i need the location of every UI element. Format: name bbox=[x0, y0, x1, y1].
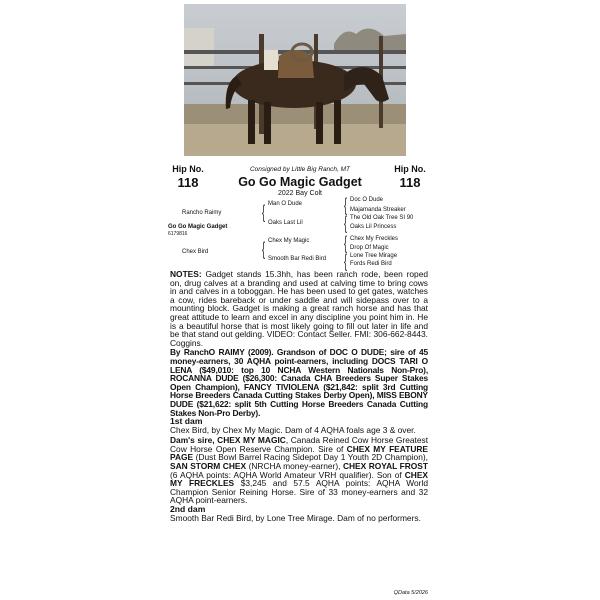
pedigree-brace: { bbox=[344, 251, 348, 271]
dams-sire-text: (Dust Bowl Barrel Racing Sidepot Day 1 Youth 2D Champion), bbox=[193, 452, 428, 463]
pedigree-dd-sire: Lone Tree Mirage bbox=[350, 253, 398, 259]
notes-paragraph bbox=[170, 270, 428, 347]
dams-sire-sire: CHEX MY FRECKLES bbox=[170, 469, 428, 489]
dams-sire-text: , Canada Reined Cow Horse Greatest Cow Horse Open Reserve Champion. Sire of bbox=[170, 435, 429, 454]
pedigree-sire: Rancho Raimy bbox=[182, 210, 222, 216]
catalog-text bbox=[170, 270, 428, 522]
dams-sire-text: (NRCHA money-earner), bbox=[246, 461, 343, 472]
pedigree-ds-dam: Drop Of Magic bbox=[350, 245, 389, 251]
pedigree-brace: { bbox=[262, 202, 266, 222]
horse-name: Go Go Magic Gadget bbox=[238, 175, 362, 189]
dams-sire-paragraph bbox=[170, 436, 428, 505]
pedigree-dam-sire: Chex My Magic bbox=[268, 238, 310, 244]
pedigree-brace: { bbox=[344, 213, 348, 233]
hip-number-right bbox=[390, 164, 430, 190]
foaling-info: 2022 Bay Colt bbox=[278, 190, 322, 197]
catalog-page bbox=[168, 0, 432, 600]
horse-photo bbox=[184, 4, 406, 156]
hip-number: 118 bbox=[177, 175, 199, 190]
pedigree-dam-dam: Smooth Bar Redi Bird bbox=[268, 256, 327, 262]
dams-sire-name: CHEX MY MAGIC bbox=[217, 435, 286, 446]
sire-paragraph: By RanchO RAIMY (2009). Grandson of DOC O DUDE; sire of 45 money-earners, 30 AQHA point-earners, including DOCS TARI O LENA ($49,010: top 10 NCHA Western Nationals Non-Pro), ROCANNA DUDE ($26,300: Canada CHA Breeders Super Stakes Open Champion), FANCY TIVIOLENA ($21,842: split 3rd Cutting Horse Breeders Canada Cutting Stakes Derby Open), MISS EBONY DUDE ($21,622: split 5th Cutting Horse Breeders Canada Cutting Stakes Non-Pro Derby). bbox=[170, 347, 428, 418]
notes-text: Gadget stands 15.3hh, has been ranch rode, been roped on, drug calves at a branding and used at calving time to bring cows in and calves in a toboggan. He has been used to get gates, watches a cow, rides bareback or under saddle and will sidepass over to a mounting block. Gadget is making a great ranch horse and has that great attitude to learn and excel in any discipline you point him in. He is a beautiful horse that is most likely going to fill out later in life and be that stand out gelding. VIDEO: Contact Seller. FMI: 306-662-8443. Coggins. bbox=[170, 269, 429, 348]
footer-credit: QData 5/2026 bbox=[393, 590, 428, 596]
hip-label: Hip No. bbox=[172, 164, 204, 174]
pedigree-sire-sire: Man O Dude bbox=[268, 201, 303, 207]
hip-label: Hip No. bbox=[394, 164, 426, 174]
pedigree-subject: Go Go Magic Gadget bbox=[168, 224, 228, 230]
dams-sire-offspring: SAN STORM CHEX bbox=[170, 461, 247, 472]
pedigree-dd-dam: Fords Redi Bird bbox=[350, 261, 392, 267]
dams-sire-label: Dam's sire, bbox=[170, 435, 215, 446]
notes-label: NOTES: bbox=[170, 269, 202, 279]
dams-sire-offspring: CHEX MY FEATURE PAGE bbox=[170, 443, 428, 463]
second-dam-text: Smooth Bar Redi Bird, by Lone Tree Mirage. Dam of no performers. bbox=[170, 512, 421, 523]
dams-sire-text: $3,245 and 57.5 AQHA points: AQHA World Champion Senior Reining Horse. Sire of 33 money-earners and 32 AQHA point-earners. bbox=[170, 478, 428, 506]
pedigree-ss-dam: Majamanda Streaker bbox=[350, 207, 406, 213]
pedigree-sd-dam: Oaks Lil Princess bbox=[350, 224, 397, 230]
pedigree-ds-sire: Chex My Freckles bbox=[350, 236, 399, 242]
hip-number-left bbox=[168, 164, 208, 190]
pedigree-brace: { bbox=[262, 239, 266, 259]
pedigree bbox=[168, 196, 432, 270]
dams-sire-text: (6 AQHA points: AQHA World Amateur VRH qualifier). Son of bbox=[170, 469, 405, 480]
hip-number: 118 bbox=[399, 175, 421, 190]
pedigree-dam: Chex Bird bbox=[182, 249, 209, 255]
first-dam-text: Chex Bird, by Chex My Magic. Dam of 4 AQHA foals age 3 & over. bbox=[170, 424, 416, 435]
pedigree-brace: { bbox=[344, 195, 348, 215]
pedigree-reg: 6179816 bbox=[168, 231, 188, 237]
consignor: Consigned by Little Big Ranch, MT bbox=[249, 166, 351, 173]
pedigree-sd-sire: The Old Oak Tree SI 90 bbox=[350, 215, 414, 221]
dams-sire-offspring: CHEX ROYAL FROST bbox=[342, 461, 428, 472]
pedigree-brace: { bbox=[344, 233, 348, 253]
second-dam-heading: 2nd dam bbox=[170, 504, 206, 515]
pedigree-sire-dam: Oaks Last Lil bbox=[268, 220, 303, 226]
pedigree-ss-sire: Doc O Dude bbox=[350, 197, 384, 203]
first-dam-heading: 1st dam bbox=[170, 416, 203, 427]
